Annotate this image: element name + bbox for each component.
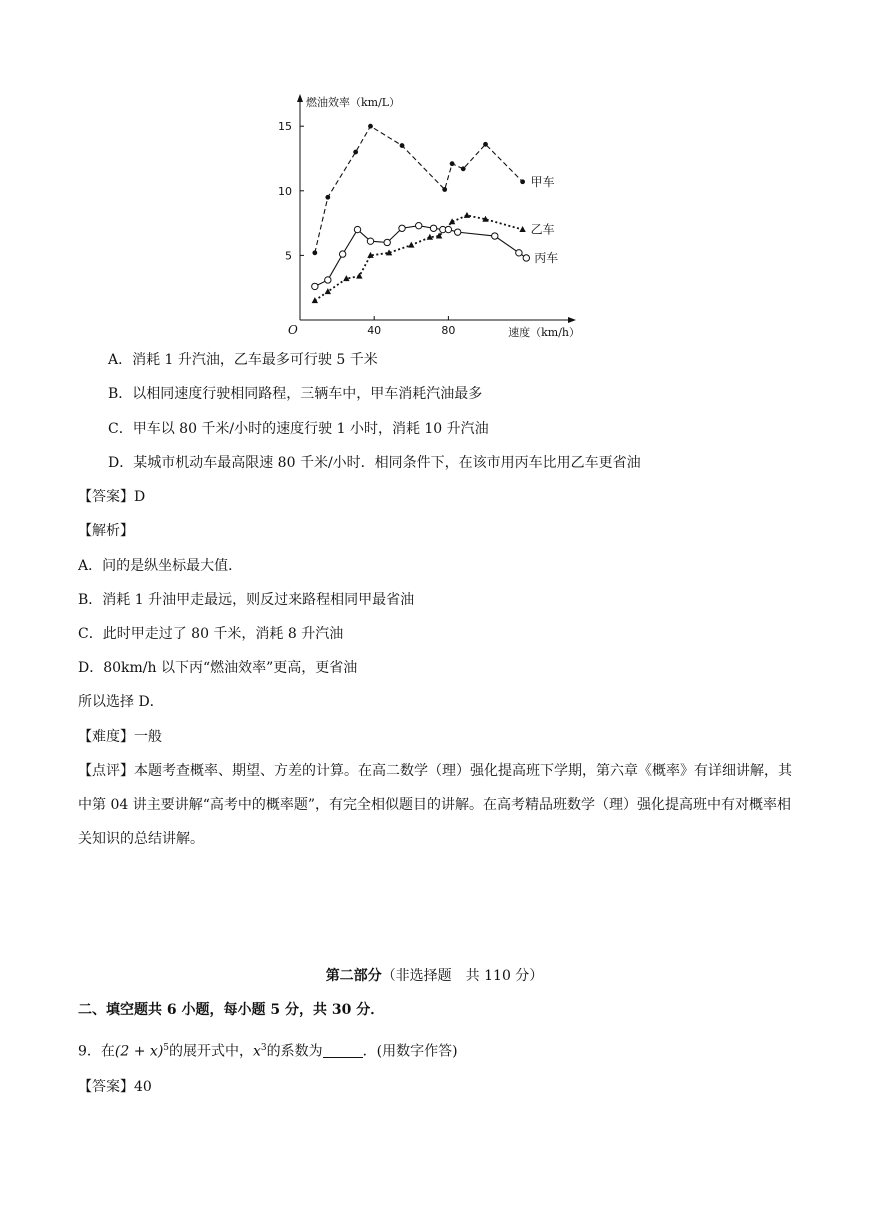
data-point <box>367 238 373 244</box>
data-point <box>483 142 488 147</box>
origin-label: O <box>288 323 298 337</box>
data-point <box>516 250 522 256</box>
comment: 【点评】本题考查概率、期望、方差的计算。在高二数学（理）强化提高班下学期，第六章《概率》有详细讲解，其中第 04 讲主要讲解“高考中的概率题”，有完全相似题目的讲解。在高考精品班数学（理）强化提高班中有对概率相关知识的总结讲解。 <box>78 763 792 847</box>
x-tick-label: 40 <box>367 324 382 337</box>
data-point <box>416 222 422 228</box>
q9-exponent: 5 <box>163 1043 170 1053</box>
difficulty: 【难度】一般 <box>78 729 162 745</box>
y-tick-label: 10 <box>278 184 292 198</box>
q9-coef-text: 的系数为 <box>266 1043 323 1060</box>
series-line-1 <box>315 126 523 253</box>
data-point <box>368 124 373 129</box>
x-tick-label: 80 <box>441 324 456 337</box>
y-tick-label: 15 <box>278 120 292 134</box>
data-point <box>492 233 498 239</box>
data-point <box>339 251 345 257</box>
option-d: D．某城市机动车最高限速 80 千米/小时．相同条件下，在该市用丙车比用乙车更省油 <box>108 455 641 471</box>
data-point <box>520 179 525 184</box>
data-point <box>312 283 318 289</box>
fuel-efficiency-chart <box>270 88 600 348</box>
part2-heading <box>0 966 869 986</box>
data-point <box>450 161 455 166</box>
data-point <box>523 255 529 261</box>
series-label: 丙车 <box>534 250 559 265</box>
q9-variable-exponent: 3 <box>260 1043 267 1053</box>
option-a: A．消耗 1 升汽油，乙车最多可行驶 5 千米 <box>108 352 378 368</box>
part2-title: 第二部分 <box>325 968 382 984</box>
q9-answer-blank <box>323 1043 363 1058</box>
data-point <box>312 250 317 255</box>
data-point <box>442 187 447 192</box>
y-tick-label: 5 <box>285 249 292 263</box>
y-axis-title: 燃油效率（km/L） <box>306 96 401 109</box>
data-point <box>400 143 405 148</box>
x-axis-title: 速度（km/h） <box>508 326 580 339</box>
q9-variable: x <box>253 1043 261 1060</box>
question-9 <box>78 1038 458 1062</box>
analysis-title: 【解析】 <box>78 523 134 539</box>
analysis-conclusion: 所以选择 D． <box>78 694 164 710</box>
x-axis-arrow <box>568 317 576 323</box>
data-point <box>408 242 414 248</box>
data-point <box>325 277 331 283</box>
data-point <box>384 239 390 245</box>
analysis-line-c: C．此时甲走过了 80 千米，消耗 8 升汽油 <box>78 626 344 642</box>
data-point <box>399 225 405 231</box>
data-point <box>445 226 451 232</box>
q9-tail: ．(用数字作答) <box>362 1043 458 1060</box>
data-point <box>325 195 330 200</box>
q9-mid-text: 的展开式中， <box>169 1043 254 1060</box>
part2-subtitle: （非选择题 共 110 分） <box>381 968 544 984</box>
data-point <box>461 166 466 171</box>
section2-heading: 二、填空题共 6 小题，每小题 5 分，共 30 分． <box>78 1002 385 1018</box>
data-point <box>454 229 460 235</box>
data-point <box>519 226 525 232</box>
q9-number: 9．在 <box>78 1043 115 1060</box>
data-point <box>354 226 360 232</box>
y-axis-arrow <box>297 94 303 102</box>
data-point <box>312 297 318 303</box>
analysis-line-b: B．消耗 1 升油甲走最远，则反过来路程相同甲最省油 <box>78 592 415 608</box>
option-c: C．甲车以 80 千米/小时的速度行驶 1 小时，消耗 10 升汽油 <box>108 421 489 437</box>
q9-expression: (2 + x) <box>114 1043 164 1060</box>
data-point <box>430 225 436 231</box>
answer: 【答案】D <box>78 489 146 505</box>
series-label: 乙车 <box>530 222 555 237</box>
data-point <box>464 212 470 218</box>
data-point <box>353 150 358 155</box>
analysis-line-d: D．80km/h 以下丙“燃油效率”更高，更省油 <box>78 660 358 676</box>
series-label: 甲车 <box>530 174 555 189</box>
analysis-line-a: A．问的是纵坐标最大值． <box>78 558 243 574</box>
option-b: B．以相同速度行驶相同路程，三辆车中，甲车消耗汽油最多 <box>108 386 483 402</box>
answer-9: 【答案】40 <box>78 1079 152 1095</box>
